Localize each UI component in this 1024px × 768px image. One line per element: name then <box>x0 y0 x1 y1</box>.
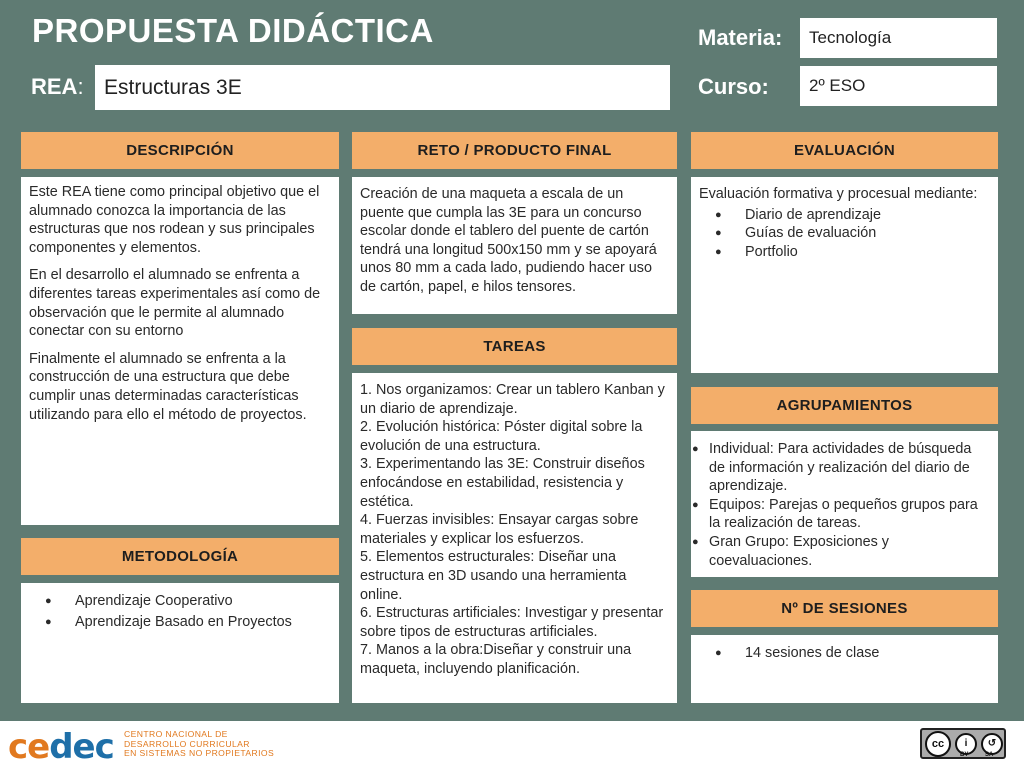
evaluacion-intro: Evaluación formativa y procesual mediante: <box>699 186 978 202</box>
evaluacion-box <box>691 177 998 373</box>
cc-license-badge[interactable] <box>920 728 1006 759</box>
list-item: 5. Elementos estructurales: Diseñar una estructura en 3D usando una herramienta online. <box>360 549 627 603</box>
list-item: 7. Manos a la obra:Diseñar y construir una maqueta, incluyendo planificación. <box>360 642 632 677</box>
evaluacion-header: EVALUACIÓN <box>691 132 998 169</box>
reto-box <box>352 177 677 314</box>
agrupamientos-box <box>691 431 998 577</box>
descripcion-paragraph: En el desarrollo el alumnado se enfrenta a diferentes tareas experimentales así como de observación que le permite al alumnado conectar con su entorno <box>29 267 321 340</box>
tareas-header: TAREAS <box>352 328 677 365</box>
attribution-icon: i <box>955 733 977 755</box>
page-title: PROPUESTA DIDÁCTICA <box>32 12 434 49</box>
reto-text: Creación de una maqueta a escala de un puente que cumpla las 3E para un concurso escolar donde el tablero del puente de cartón tendrá una longitud 500x150 mm y se apoyará unos 80 mm a cada lado, pudiendo hacer uso de cartón, papel, e hilos tensores. <box>360 186 657 295</box>
rea-field: Estructuras 3E <box>95 65 670 110</box>
materia-label: Materia: <box>698 25 783 50</box>
list-item: 3. Experimentando las 3E: Construir diseños enfocándose en estabilidad, resistencia y estética. <box>360 456 645 510</box>
reto-header: RETO / PRODUCTO FINAL <box>352 132 677 169</box>
list-item: ● Aprendizaje Basado en Proyectos <box>29 612 331 633</box>
creative-commons-icon: cc <box>925 731 951 757</box>
list-item: ● Portfolio <box>699 243 990 262</box>
tareas-box <box>352 373 677 703</box>
descripcion-paragraph: Finalmente el alumnado se enfrenta a la construcción de una estructura que debe cumplir unas determinadas características utilizando para ello el método de proyectos. <box>29 350 307 423</box>
cedec-logo[interactable]: cedec <box>8 727 114 767</box>
by-label: BY <box>960 752 969 758</box>
sesiones-header: Nº DE SESIONES <box>691 590 998 627</box>
metodologia-box <box>21 583 339 703</box>
descripcion-paragraph: Este REA tiene como principal objetivo que el alumnado conozca la importancia de las estructuras que nos rodean y sus principales componentes y elementos. <box>29 184 320 256</box>
sa-label: SA <box>985 752 994 758</box>
sesiones-box <box>691 635 998 703</box>
list-item: 1. Nos organizamos: Crear un tablero Kanban y un diario de aprendizaje. <box>360 382 665 417</box>
cedec-subtitle: CENTRO NACIONAL DE DESARROLLO CURRICULAR EN SISTEMAS NO PROPIETARIOS <box>124 729 275 759</box>
descripcion-box <box>21 177 339 525</box>
footer <box>0 721 1024 768</box>
materia-field: Tecnología <box>800 18 997 58</box>
list-item: 2. Evolución histórica: Póster digital sobre la evolución de una estructura. <box>360 419 643 454</box>
list-item: ● Aprendizaje Cooperativo <box>29 591 331 612</box>
agrupamientos-header: AGRUPAMIENTOS <box>691 387 998 424</box>
list-item: ● Guías de evaluación <box>699 224 990 243</box>
rea-label: REA: <box>31 74 84 99</box>
list-item: ● 14 sesiones de clase <box>699 644 990 663</box>
metodologia-header: METODOLOGÍA <box>21 538 339 575</box>
curso-field: 2º ESO <box>800 66 997 106</box>
list-item: ● Individual: Para actividades de búsqueda de información y realización del diario de aprendizaje. <box>692 440 990 496</box>
list-item: ● Gran Grupo: Exposiciones y coevaluaciones. <box>692 533 990 570</box>
list-item: ● Diario de aprendizaje <box>699 206 990 225</box>
curso-label: Curso: <box>698 74 769 99</box>
list-item: 6. Estructuras artificiales: Investigar y presentar sobre tipos de estructuras artificiales. <box>360 605 664 640</box>
list-item: ● Equipos: Parejas o pequeños grupos para la realización de tareas. <box>692 496 990 533</box>
list-item: 4. Fuerzas invisibles: Ensayar cargas sobre materiales y explicar los esfuerzos. <box>360 512 639 547</box>
descripcion-header: DESCRIPCIÓN <box>21 132 339 169</box>
share-alike-icon: ↺ <box>981 733 1003 755</box>
